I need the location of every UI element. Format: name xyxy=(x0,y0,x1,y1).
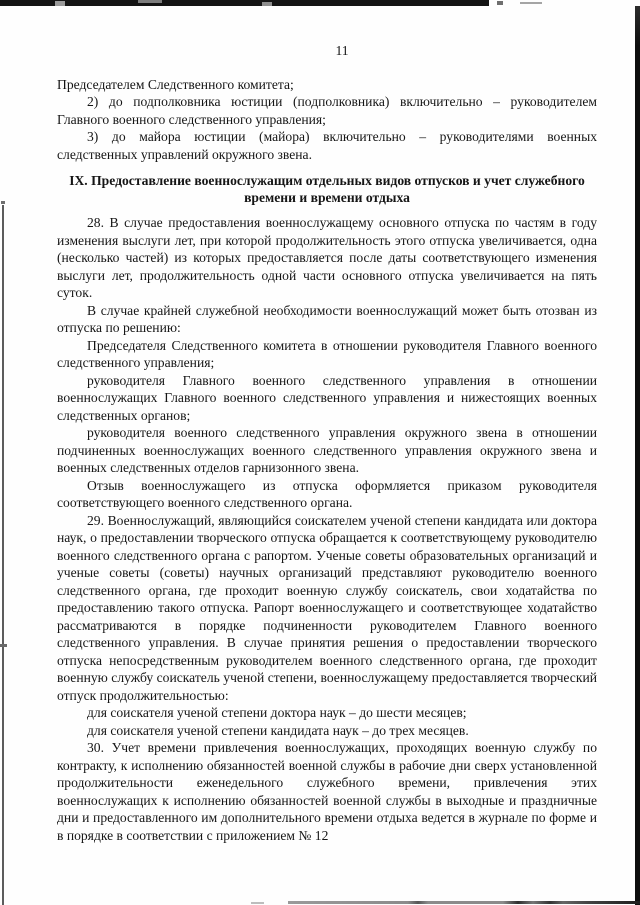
bottom-edge-scan-line xyxy=(288,901,640,904)
paragraph: Председателем Следственного комитета; xyxy=(57,76,294,92)
paragraph: руководителя Главного военного следственного управления в отношении военнослужащих Главного военного следственного управления и нижестоящих военных следственных органов; xyxy=(57,372,597,423)
paragraph: Председателя Следственного комитета в отношении руководителя Главного военного следственного управления; xyxy=(57,337,597,371)
page-content xyxy=(57,0,597,844)
paragraph: Отзыв военнослужащего из отпуска оформляется приказом руководителя соответствующего военного следственного органа. xyxy=(57,477,597,511)
paragraph: 3) до майора юстиции (майора) включительно – руководителями военных следственных управлений окружного звена. xyxy=(57,129,597,162)
paragraph: для соискателя ученой степени кандидата наук – до трех месяцев. xyxy=(87,722,469,738)
paragraph: 29. Военнослужащий, являющийся соискателем ученой степени кандидата или доктора наук, о предоставлении творческого отпуска обращается к соответствующему руководителю военного следственного органа с рапортом. Ученые советы образовательных организаций и ученые советы (советы) научных организаций представляют руководителю военного следственного органа, где проходит военную службу соискатель, свои ходатайства по предоставлению такого отпуска. Рапорт военнослужащего и соответствующее ходатайство рассматриваются в порядке подчиненности руководителем Главного военного следственного управления. В случае принятия решения о предоставлении творческого отпуска непосредственным руководителем военного следственного органа, где проходит военную службу соискатель ученой степени, военнослужащему предоставляется творческий отпуск продолжительностью: xyxy=(57,512,597,703)
scan-speck xyxy=(0,644,7,647)
paragraph: 28. В случае предоставления военнослужащему основного отпуска по частям в году изменения выслуги лет, при которой продолжительность этого отпуска увеличивается, одна (несколько частей) из которых предоставляется после даты соответствующего изменения выслуги лет, продолжительность одной части основного отпуска увеличивается на пять суток. xyxy=(57,215,597,301)
right-edge-scan-bar xyxy=(635,6,640,905)
scan-speck xyxy=(251,902,264,904)
section-heading: IX. Предоставление военнослужащим отдельных видов отпусков и учет служебного времени и времени отдыха xyxy=(69,173,585,206)
paragraph: для соискателя ученой степени доктора наук – до шести месяцев; xyxy=(87,705,467,721)
paragraph: 30. Учет времени привлечения военнослужащих, проходящих военную службу по контракту, к исполнению обязанностей военной службы в рабочие дни сверх установленной продолжительности еженедельного служебного времени, привлечения этих военнослужащих к исполнению обязанностей военной службы в выходные и праздничные дни и предоставленного им дополнительного времени отдыха ведется в журнале по форме и в порядке в соответствии с приложением № 12 xyxy=(57,740,597,843)
document-body xyxy=(57,76,597,845)
left-edge-scan-line xyxy=(2,205,4,905)
paragraph: 2) до подполковника юстиции (подполковника) включительно – руководителем Главного военного следственного управления; xyxy=(57,94,597,127)
scan-speck xyxy=(1,201,5,204)
page-number: 11 xyxy=(335,43,349,58)
paragraph: руководителя военного следственного управления окружного звена в отношении подчиненных военнослужащих военного следственного управления окружного звена и военных следственных отделов гарнизонного звена. xyxy=(57,425,597,476)
paragraph: В случае крайней служебной необходимости военнослужащий может быть отозван из отпуска по решению: xyxy=(57,302,597,336)
